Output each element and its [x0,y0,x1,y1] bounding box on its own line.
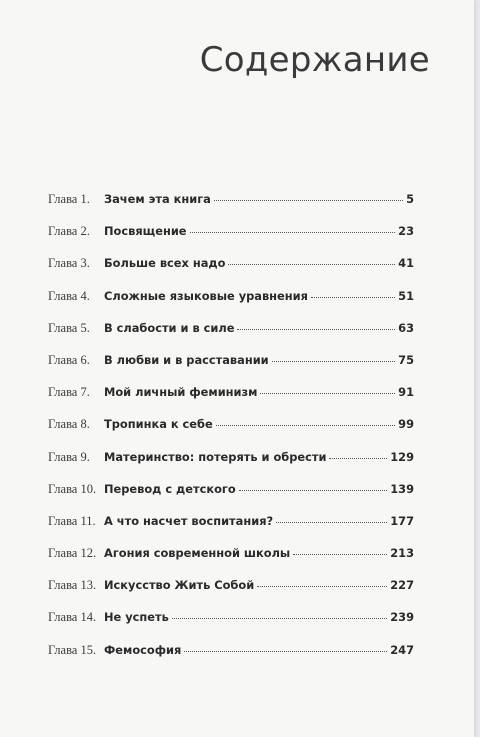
dot-leader [272,361,395,362]
dot-leader [260,393,395,394]
toc-entry [48,546,414,578]
dot-leader [293,554,387,555]
chapter-number: Глава 12. [48,546,97,561]
chapter-title: Искусство Жить Собой [104,578,255,593]
dot-leader [329,458,387,459]
chapter-number: Глава 2. [48,224,90,239]
dot-leader [276,522,387,523]
chapter-number: Глава 6. [48,352,90,367]
chapter-number: Глава 9. [48,449,90,464]
chapter-number: Глава 8. [48,417,90,432]
chapter-title: Агония современной школы [104,546,291,561]
chapter-title: Больше всех надо [104,256,226,271]
chapter-title: А что насчет воспитания? [104,513,274,528]
dot-leader [311,297,395,298]
page-number: 177 [390,513,414,528]
page-number: 41 [398,256,414,271]
dot-leader [190,232,396,233]
dot-leader [228,264,395,265]
chapter-number: Глава 7. [48,385,90,400]
chapter-title: Посвящение [104,224,187,239]
dot-leader [257,586,387,587]
page-number: 75 [398,352,414,367]
chapter-title: Материнство: потерять и обрести [104,449,327,464]
chapter-title: В любви и в расставании [104,352,269,367]
chapter-number: Глава 1. [48,192,90,206]
chapter-title: В слабости и в силе [104,320,235,335]
chapter-number: Глава 11. [48,513,96,528]
page-number: 139 [390,481,414,496]
chapter-title: Сложные языковые уравнения [104,288,308,303]
table-of-contents [48,192,414,675]
chapter-number: Глава 15. [48,642,97,657]
chapter-title: Мой личный феминизм [104,385,258,400]
chapter-title: Зачем эта книга [104,192,211,206]
toc-entry [48,450,414,482]
chapter-number: Глава 3. [48,256,90,271]
toc-entry [48,289,414,321]
chapter-number: Глава 10. [48,481,97,496]
chapter-title: Перевод с детского [104,481,236,496]
toc-entry [48,417,414,449]
page-number: 99 [398,417,414,432]
toc-entry [48,643,414,675]
page-number: 213 [390,546,414,561]
chapter-number: Глава 4. [48,288,90,303]
chapter-title: Тропинка к себе [104,417,213,432]
dot-leader [172,618,387,619]
page-number: 227 [390,578,414,593]
toc-entry [48,610,414,642]
toc-entry [48,578,414,610]
page-number: 5 [406,192,414,206]
toc-entry [48,514,414,546]
dot-leader [239,490,388,491]
toc-entry [48,321,414,353]
chapter-number: Глава 5. [48,320,90,335]
chapter-number: Глава 14. [48,610,97,625]
toc-entry [48,385,414,417]
dot-leader [237,329,395,330]
dot-leader [184,651,387,652]
page-number: 23 [398,224,414,239]
dot-leader [214,200,403,201]
page-number: 129 [390,449,414,464]
page-number: 91 [398,385,414,400]
page-number: 239 [390,610,414,625]
toc-entry [48,353,414,385]
toc-entry [48,224,414,256]
page-number: 247 [390,642,414,657]
toc-entry [48,256,414,288]
chapter-title: Фемософия [104,642,182,657]
page-title: Содержание [199,40,430,80]
dot-leader [216,425,395,426]
chapter-number: Глава 13. [48,578,97,593]
page-number: 63 [398,320,414,335]
toc-entry [48,482,414,514]
page-number: 51 [398,288,414,303]
chapter-title: Не успеть [104,610,169,625]
toc-entry [48,192,414,224]
